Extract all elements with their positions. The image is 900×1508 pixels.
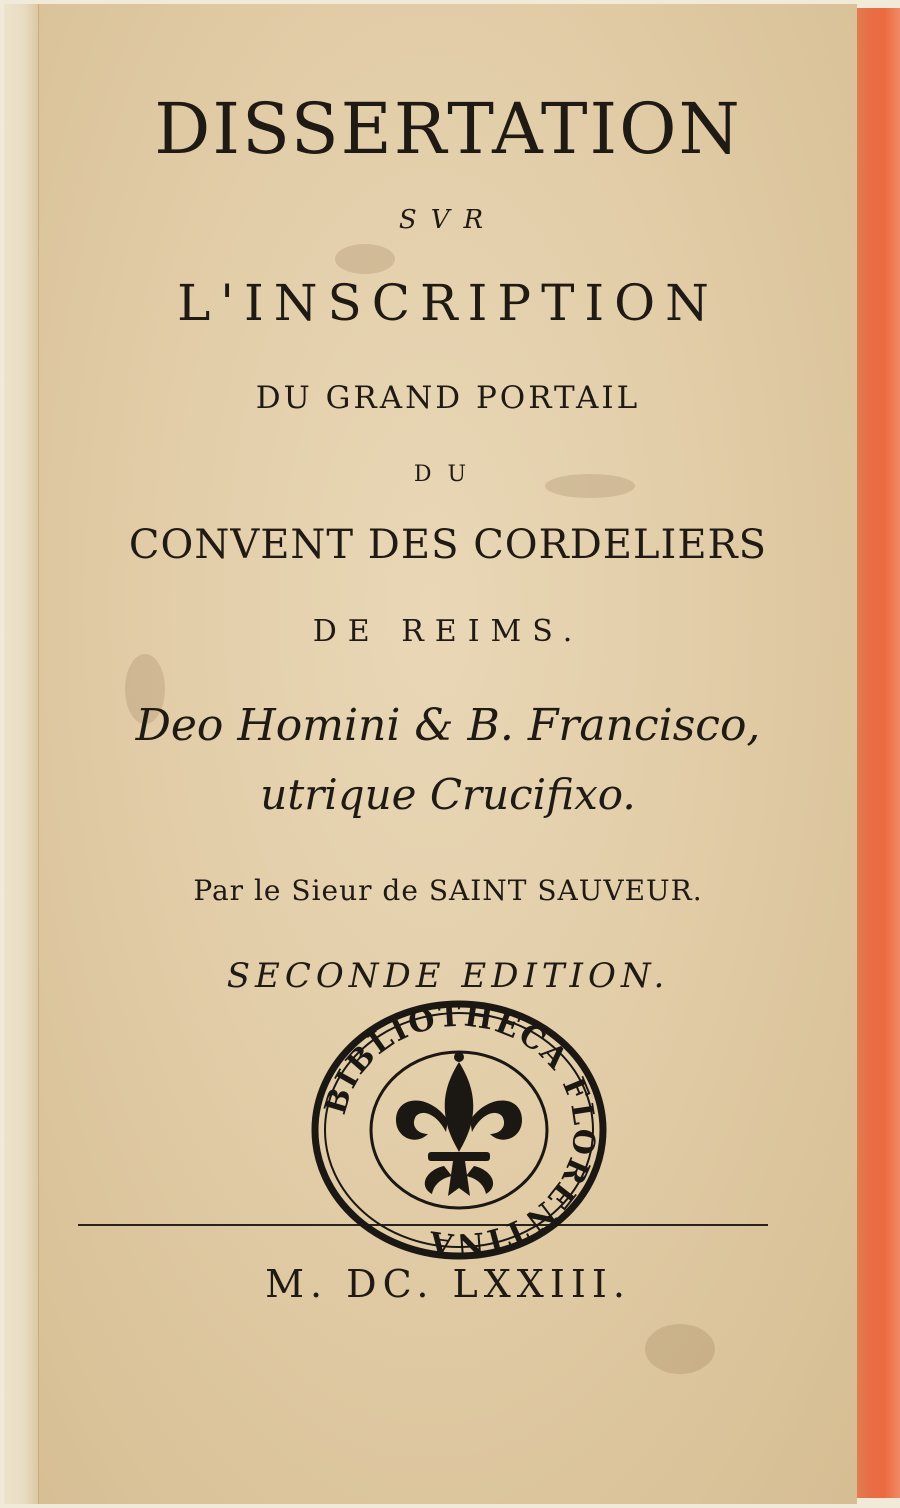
edition-line: SECONDE EDITION. (226, 956, 670, 996)
fleur-de-lis-icon (396, 1052, 522, 1196)
book-title: DISSERTATION (154, 88, 742, 170)
author-line: Par le Sieur de SAINT SAUVEUR. (193, 874, 703, 907)
library-stamp (310, 1000, 608, 1260)
stamp-legend: BIBLIOTHECA FLORENTINA (318, 1000, 602, 1260)
motto-line-1: Deo Homini & B. Francisco, (135, 700, 761, 751)
title-connector-du: DU (413, 462, 483, 487)
motto-line-2: utrique Crucifixo. (260, 770, 636, 819)
imprint-date: M. DC. LXXIII. (265, 1262, 631, 1306)
title-city: DE REIMS. (312, 614, 584, 649)
title-portal: DU GRAND PORTAIL (255, 380, 641, 416)
paper-stain (335, 244, 395, 274)
gutter-fold (4, 4, 39, 1504)
paper-stain (645, 1324, 715, 1374)
title-connector-sur: SVR (398, 205, 498, 235)
title-subject: L'INSCRIPTION (177, 274, 719, 332)
title-convent: CONVENT DES CORDELIERS (128, 522, 768, 568)
